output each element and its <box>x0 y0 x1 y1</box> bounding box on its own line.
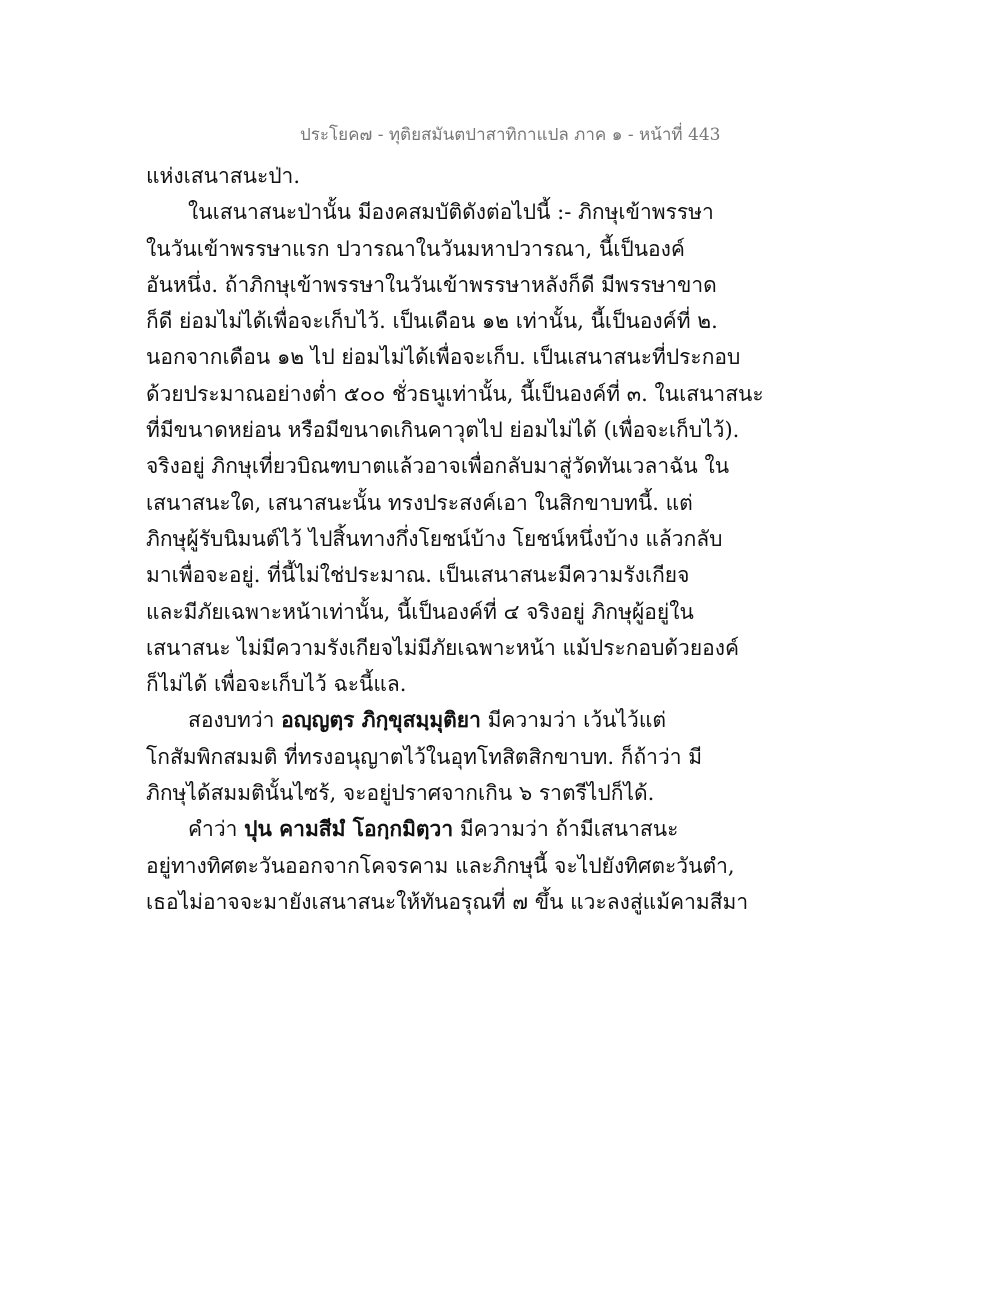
text-run: มีความว่า ถ้ามีเสนาสนะ <box>453 817 679 842</box>
page-header: ประโยค๗ - ทุติยสมันตปาสาทิกาแปล ภาค ๑ - หน้าที่ 443 <box>300 125 721 145</box>
text-line: อยู่ทางทิศตะวันออกจากโคจรคาม และภิกษุนี้ จะไปยังทิศตะวันตำ, <box>146 853 735 878</box>
text-line: ด้วยประมาณอย่างต่ำ ๕๐๐ ชั่วธนูเท่านั้น, นี้เป็นองค์ที่ ๓. ในเสนาสนะ <box>146 381 764 406</box>
text-line: ก็ดี ย่อมไม่ได้เพื่อจะเก็บไว้. เป็นเดือน ๑๒ เท่านั้น, นี้เป็นองค์ที่ ๒. <box>146 309 718 334</box>
paragraph-start <box>146 702 736 738</box>
text-line: เสนาสนะใด, เสนาสนะนั้น ทรงประสงค์เอา ในสิกขาบทนี้. แต่ <box>146 490 693 515</box>
text-line: ภิกษุผู้รับนิมนต์ไว้ ไปสิ้นทางกึ่งโยชน์บ้าง โยชน์หนึ่งบ้าง แล้วกลับ <box>146 526 723 551</box>
text-line: แห่งเสนาสนะป่า. <box>146 164 301 188</box>
paragraph-start: ในเสนาสนะป่านั้น มีองคสมบัติดังต่อไปนี้ :- ภิกษุเข้าพรรษา <box>188 200 714 225</box>
text-line: เธอไม่อาจจะมายังเสนาสนะให้ทันอรุณที่ ๗ ขึ้น แวะลงสู่แม้คามสีมา <box>146 889 749 914</box>
paragraph-start <box>146 811 736 847</box>
text-line: ที่มีขนาดหย่อน หรือมีขนาดเกินคาวุตไป ย่อมไม่ได้ (เพื่อจะเก็บไว้). <box>146 418 740 443</box>
text-line: ในวันเข้าพรรษาแรก ปวารณาในวันมหาปวารณา, นี้เป็นองค์ <box>146 236 685 261</box>
document-body <box>146 158 764 920</box>
text-line: และมีภัยเฉพาะหน้าเท่านั้น, นี้เป็นองค์ที่ ๔ จริงอยู่ ภิกษุผู้อยู่ใน <box>146 599 694 624</box>
pali-term: อญฺญตฺร ภิกฺขุสมฺมุติยา <box>281 707 481 733</box>
text-line: โกสัมพิกสมมติ ที่ทรงอนุญาตไว้ในอุทโทสิตสิกขาบท. ก็ถ้าว่า มี <box>146 744 703 769</box>
text-line: อันหนึ่ง. ถ้าภิกษุเข้าพรรษาในวันเข้าพรรษาหลังก็ดี มีพรรษาขาด <box>146 272 717 297</box>
text-line: นอกจากเดือน ๑๒ ไป ย่อมไม่ได้เพื่อจะเก็บ. เป็นเสนาสนะที่ประกอบ <box>146 345 741 370</box>
text-line: ก็ไม่ได้ เพื่อจะเก็บไว้ ฉะนี้แล. <box>146 672 407 697</box>
pali-term: ปุน คามสีมํ โอกฺกมิตฺวา <box>244 816 454 842</box>
text-run: สองบทว่า <box>188 708 282 733</box>
text-run: มีความว่า เว้นไว้แต่ <box>480 708 667 733</box>
text-line: ภิกษุได้สมมตินั้นไซร้, จะอยู่ปราศจากเกิน ๖ ราตรีไปก็ได้. <box>146 781 655 806</box>
text-line: เสนาสนะ ไม่มีความรังเกียจไม่มีภัยเฉพาะหน้า แม้ประกอบด้วยองค์ <box>146 635 740 660</box>
text-run: คำว่า <box>188 817 245 842</box>
text-line: มาเพื่อจะอยู่. ที่นี้ไม่ใช่ประมาณ. เป็นเสนาสนะมีความรังเกียจ <box>146 563 690 588</box>
text-line: จริงอยู่ ภิกษุเที่ยวบิณฑบาตแล้วอาจเพื่อกลับมาสู่วัดทันเวลาฉัน ใน <box>146 454 730 479</box>
